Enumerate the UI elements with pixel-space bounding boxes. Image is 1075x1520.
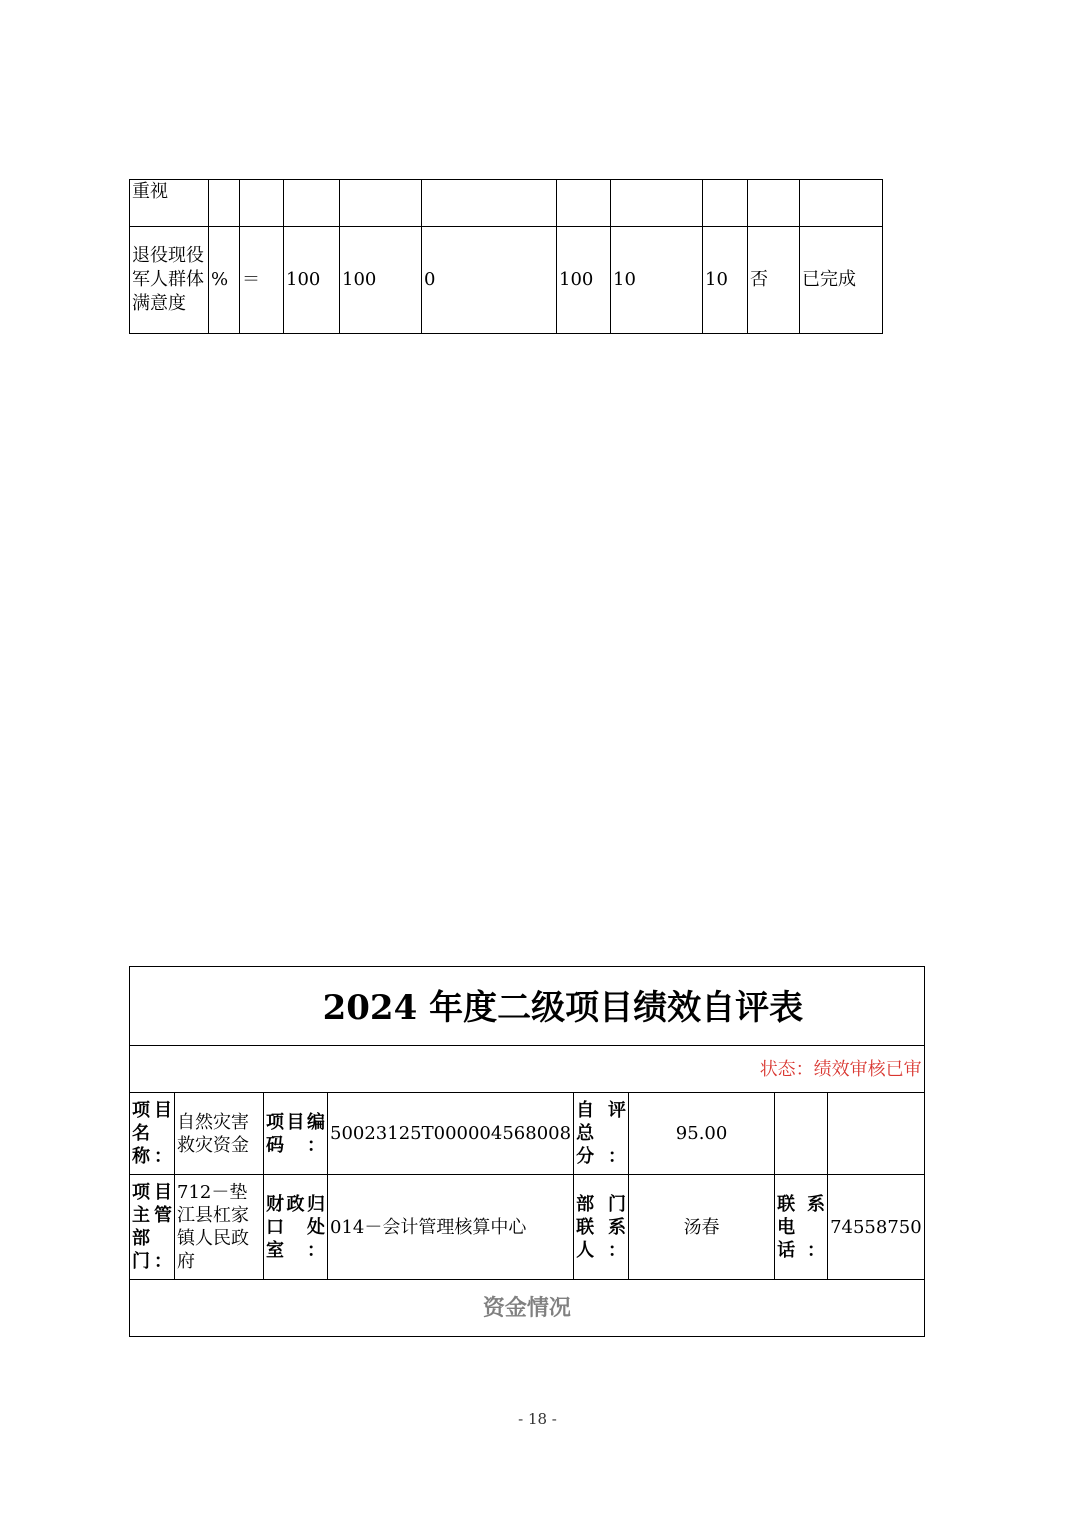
- operator-cell: ＝: [240, 227, 284, 334]
- finance-value: 014－会计管理核算中心: [328, 1175, 574, 1280]
- finance-label: 财政归口处室：: [264, 1175, 328, 1280]
- self-evaluation-form: [129, 966, 925, 1337]
- status-row: [130, 1046, 925, 1093]
- target-cell: 100: [284, 227, 340, 334]
- deviation-cell: 0: [422, 227, 557, 334]
- phone-label: 联系电话：: [775, 1175, 828, 1280]
- section-row: [130, 1280, 925, 1337]
- project-code-value: 50023125T000004568008: [328, 1093, 574, 1175]
- table-row: [130, 180, 883, 227]
- page-number: - 18 -: [518, 1410, 557, 1428]
- dept-value: 712－垫江县杠家镇人民政府: [175, 1175, 264, 1280]
- project-name-label: 项目名称：: [130, 1093, 175, 1175]
- status-text: 状态：绩效审核已审: [130, 1046, 925, 1093]
- section-heading: 资金情况: [130, 1280, 925, 1337]
- rate-cell: 100: [557, 227, 611, 334]
- dept-label: 项目主管部门：: [130, 1175, 175, 1280]
- contact-label: 部门联系人：: [574, 1175, 629, 1280]
- self-score-label: 自评总分：: [574, 1093, 629, 1175]
- project-code-label: 项目编码：: [264, 1093, 328, 1175]
- phone-value: 74558750: [828, 1175, 925, 1280]
- unit-cell: %: [209, 227, 240, 334]
- score-cell: 10: [703, 227, 748, 334]
- indicator-cell: 重视: [130, 180, 209, 227]
- table-row: [130, 1093, 925, 1175]
- contact-value: 汤春: [629, 1175, 775, 1280]
- form-title: 2024 年度二级项目绩效自评表: [322, 988, 804, 1028]
- weight-cell: 10: [611, 227, 703, 334]
- continuation-table: [129, 179, 883, 334]
- flag-cell: 否: [748, 227, 800, 334]
- self-score-value: 95.00: [629, 1093, 775, 1175]
- form-title-cell: [130, 967, 925, 1046]
- project-name-value: 自然灾害救灾资金: [175, 1093, 264, 1175]
- actual-cell: 100: [340, 227, 422, 334]
- table-row: [130, 1175, 925, 1280]
- indicator-cell: 退役现役军人群体满意度: [130, 227, 209, 334]
- status-cell: 已完成: [800, 227, 883, 334]
- table-row: [130, 227, 883, 334]
- title-row: [130, 967, 925, 1046]
